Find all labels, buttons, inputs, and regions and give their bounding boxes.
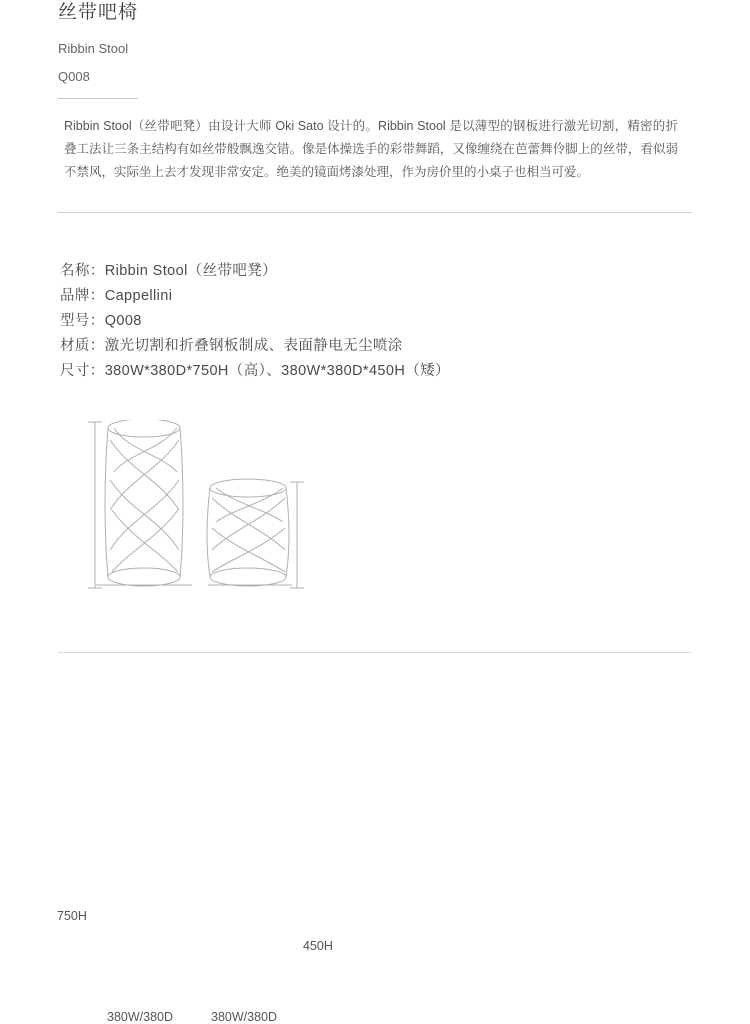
spec-item-size: 尺寸：380W*380D*750H（高）、380W*380D*450H（矮） — [60, 363, 450, 379]
spec-item-name: 名称：Ribbin Stool（丝带吧凳） — [60, 263, 278, 279]
spec-list — [0, 259, 750, 384]
product-header — [0, 0, 750, 99]
dimension-label-tall-height: 750H — [57, 909, 87, 923]
section-divider — [58, 212, 692, 213]
spec-item-model: 型号：Q008 — [60, 313, 142, 329]
title-underline — [58, 98, 138, 99]
dimension-label-short-width: 380W/380D — [211, 1010, 278, 1024]
spec-item-material: 材质：激光切割和折叠钢板制成、表面静电无尘喷涂 — [60, 338, 403, 354]
page-title: 丝带吧椅 — [58, 2, 139, 23]
product-title-en: Ribbin Stool — [58, 41, 129, 56]
stool-line-drawing — [0, 420, 750, 650]
dimension-label-short-height: 450H — [303, 939, 333, 953]
dimension-drawing — [0, 420, 750, 1024]
product-description: Ribbin Stool（丝带吧凳）由设计大师 Oki Sato 设计的。Ribbin Stool 是以薄型的钢板进行激光切割，精密的折叠工法让三条主结构有如丝带般飘逸交错。像是体操选手的彩带舞蹈，又像缠绕在芭蕾舞伶脚上的丝带，看似弱不禁风，实际坐上去才发现非常安定。绝美的镜面烤漆处理，作为房价里的小桌子也相当可爱。 — [64, 119, 678, 179]
footer-divider — [58, 652, 692, 653]
dimension-label-tall-width: 380W/380D — [107, 1010, 174, 1024]
spec-item-brand: 品牌：Cappellini — [60, 288, 173, 304]
product-model: Q008 — [58, 69, 90, 84]
